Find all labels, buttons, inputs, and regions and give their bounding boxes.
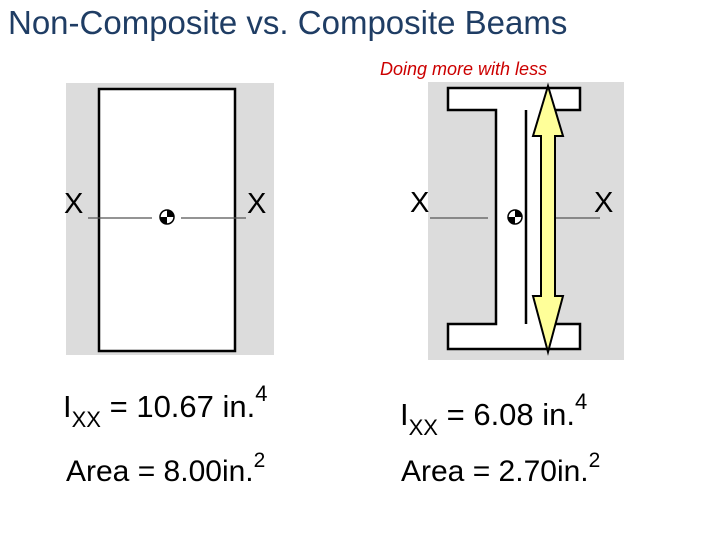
i-beam-centroid-icon bbox=[508, 210, 522, 224]
left-area-equation bbox=[66, 449, 265, 489]
right-ixx-symbol: I bbox=[400, 397, 409, 432]
right-area-exponent: 2 bbox=[588, 449, 601, 472]
rectangular-section bbox=[64, 83, 274, 355]
right-ixx-subscript: XX bbox=[408, 415, 438, 440]
centroid-icon bbox=[160, 210, 174, 224]
left-ixx-symbol: I bbox=[63, 389, 72, 424]
i-beam-section bbox=[410, 82, 624, 360]
right-area-equation bbox=[401, 449, 600, 489]
right-ixx-value: = 6.08 in. bbox=[446, 397, 576, 432]
right-axis-label-x1: X bbox=[410, 187, 430, 219]
right-ixx-exponent: 4 bbox=[575, 389, 588, 414]
left-area-exponent: 2 bbox=[253, 449, 266, 472]
left-ixx-value: = 10.67 in. bbox=[109, 389, 256, 424]
left-area-value: Area = 8.00in. bbox=[66, 455, 254, 488]
left-axis-label-x1: X bbox=[64, 188, 84, 220]
left-ixx-equation bbox=[63, 381, 268, 433]
left-axis-label-x2: X bbox=[247, 188, 267, 220]
right-ixx-equation bbox=[400, 389, 587, 441]
left-ixx-subscript: XX bbox=[71, 407, 101, 432]
right-area-value: Area = 2.70in. bbox=[401, 455, 589, 488]
left-ixx-exponent: 4 bbox=[255, 381, 268, 406]
slide-title: Non-Composite vs. Composite Beams bbox=[8, 4, 568, 41]
right-axis-label-x2: X bbox=[594, 187, 614, 219]
slide-subtitle: Doing more with less bbox=[380, 59, 548, 79]
